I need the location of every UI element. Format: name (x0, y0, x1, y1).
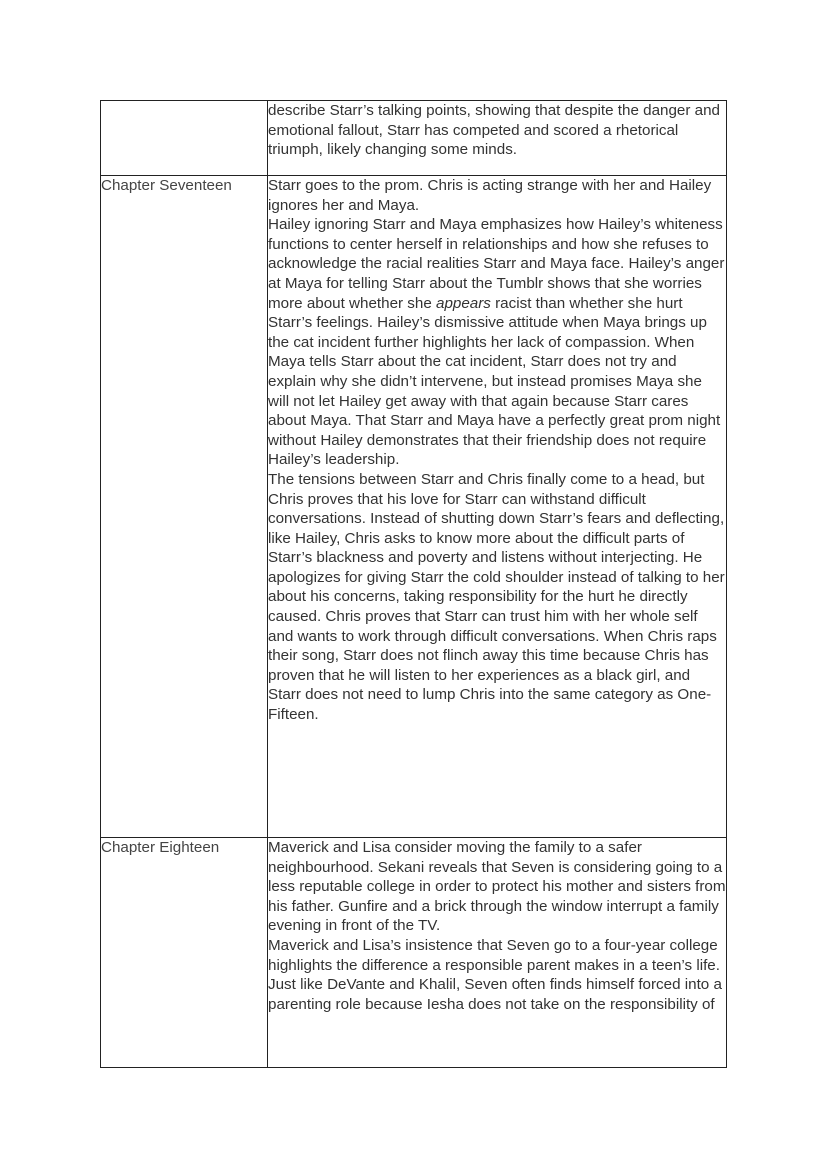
analysis-cell (268, 838, 727, 1068)
analysis-paragraph: The tensions between Starr and Chris finally come to a head, but Chris proves that his love for Starr can withstand difficult conversations. Instead of shutting down Starr’s fears and deflecting, like Hailey, Chris asks to know more about the difficult parts of Starr’s blackness and poverty and listens without interjecting. He apologizes for giving Starr the cold shoulder instead of talking to her about his concerns, taking responsibility for the hurt he directly caused. Chris proves that Starr can trust him with her whole self and wants to work through difficult conversations. When Chris raps their song, Starr does not flinch away this time because Chris has proven that he will listen to her experiences as a black girl, and Starr does not need to lump Chris into the same category as One-Fifteen. (268, 470, 725, 724)
chapter-cell: Chapter Eighteen (101, 838, 268, 1068)
summary-paragraph: Starr goes to the prom. Chris is acting strange with her and Hailey ignores her and Maya. (268, 177, 712, 214)
table-row (101, 101, 727, 176)
table-row (101, 176, 727, 838)
analysis-cell (268, 101, 727, 176)
analysis-paragraph: Hailey ignoring Starr and Maya emphasizes how Hailey’s whiteness functions to center herself in relationships and how she refuses to acknowledge the racial realities Starr and Maya face. Hailey’s anger at Maya for telling Starr about the Tumblr shows that she worries more about whether she appears racist than whether she hurt Starr’s feelings. Hailey’s dismissive attitude when Maya brings up the cat incident further highlights her lack of compassion. When Maya tells Starr about the cat incident, Starr does not try and explain why she didn’t intervene, but instead promises Maya she will not let Hailey get away with that again because Starr cares about Maya. That Starr and Maya have a perfectly great prom night without Hailey demonstrates that their friendship does not require Hailey’s leadership. (268, 216, 725, 469)
table-row (101, 838, 727, 1068)
chapter-cell: Chapter Seventeen (101, 176, 268, 838)
chapter-analysis-table (100, 100, 727, 1068)
analysis-paragraph: describe Starr’s talking points, showing that despite the danger and emotional fallout, Starr has competed and scored a rhetorical triumph, likely changing some minds. (268, 102, 720, 159)
emphasis-text: appears (436, 294, 491, 312)
analysis-cell (268, 176, 727, 838)
summary-paragraph: Maverick and Lisa consider moving the family to a safer neighbourhood. Sekani reveals that Seven is considering going to a less reputable college in order to protect his mother and sisters from his father. Gunfire and a brick through the window interrupt a family evening in front of the TV. (268, 839, 726, 935)
analysis-paragraph: Maverick and Lisa’s insistence that Seven go to a four-year college highlights the difference a responsible parent makes in a teen’s life. Just like DeVante and Khalil, Seven often finds himself forced into a parenting role because Iesha does not take on the responsibility of (268, 936, 722, 1013)
chapter-cell (101, 101, 268, 176)
